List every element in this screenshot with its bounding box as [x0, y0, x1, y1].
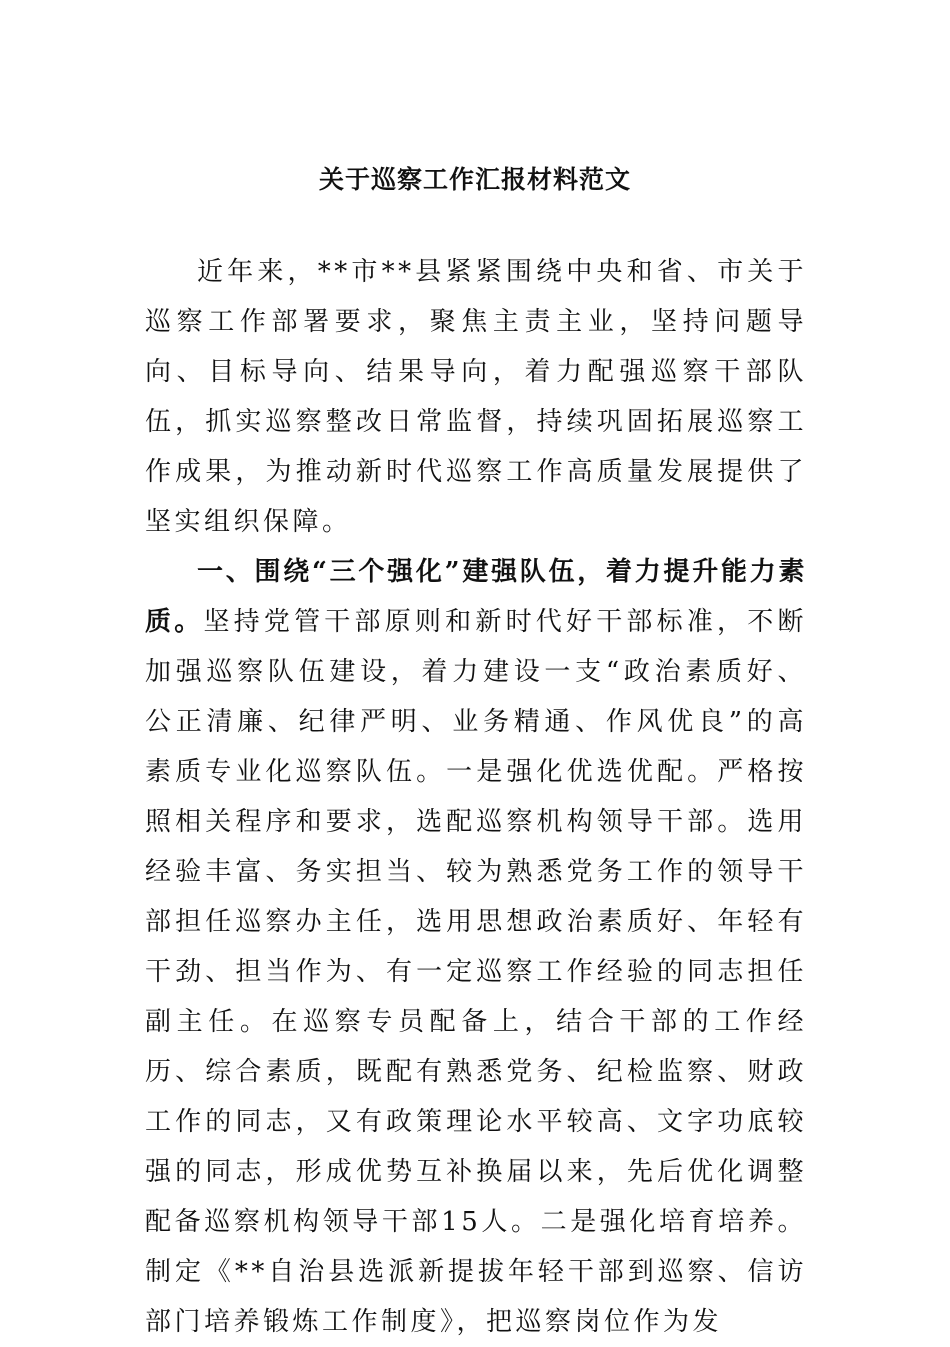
intro-paragraph	[145, 247, 807, 547]
document-title: 关于巡察工作汇报材料范文	[318, 165, 631, 194]
document-body	[145, 247, 807, 1347]
section-1-paragraph	[145, 547, 807, 1347]
section-1-heading: 一、围绕“三个强化”建强队伍，着力提升能力素质。	[145, 557, 807, 637]
section-1-body: 坚持党管干部原则和新时代好干部标准，不断加强巡察队伍建设，着力建设一支“政治素质好、公正清廉、纪律严明、业务精通、作风优良”的高素质专业化巡察队伍。一是强化优选优配。严格按照相关程序和要求，选配巡察机构领导干部。选用经验丰富、务实担当、较为熟悉党务工作的领导干部担任巡察办主任，选用思想政治素质好、年轻有干劲、担当作为、有一定巡察工作经验的同志担任副主任。在巡察专员配备上，结合干部的工作经历、综合素质，既配有熟悉党务、纪检监察、财政工作的同志，又有政策理论水平较高、文字功底较强的同志，形成优势互补换届以来，先后优化调整配备巡察机构领导干部15人。二是强化培育培养。制定《**自治县选派新提拔年轻干部到巡察、信访部门培养锻炼工作制度》，把巡察岗位作为发	[145, 607, 807, 1337]
intro-text: 近年来，**市**县紧紧围绕中央和省、市关于巡察工作部署要求，聚焦主责主业，坚持问题导向、目标导向、结果导向，着力配强巡察干部队伍，抓实巡察整改日常监督，持续巩固拓展巡察工作成果，为推动新时代巡察工作高质量发展提供了坚实组织保障。	[145, 257, 807, 537]
